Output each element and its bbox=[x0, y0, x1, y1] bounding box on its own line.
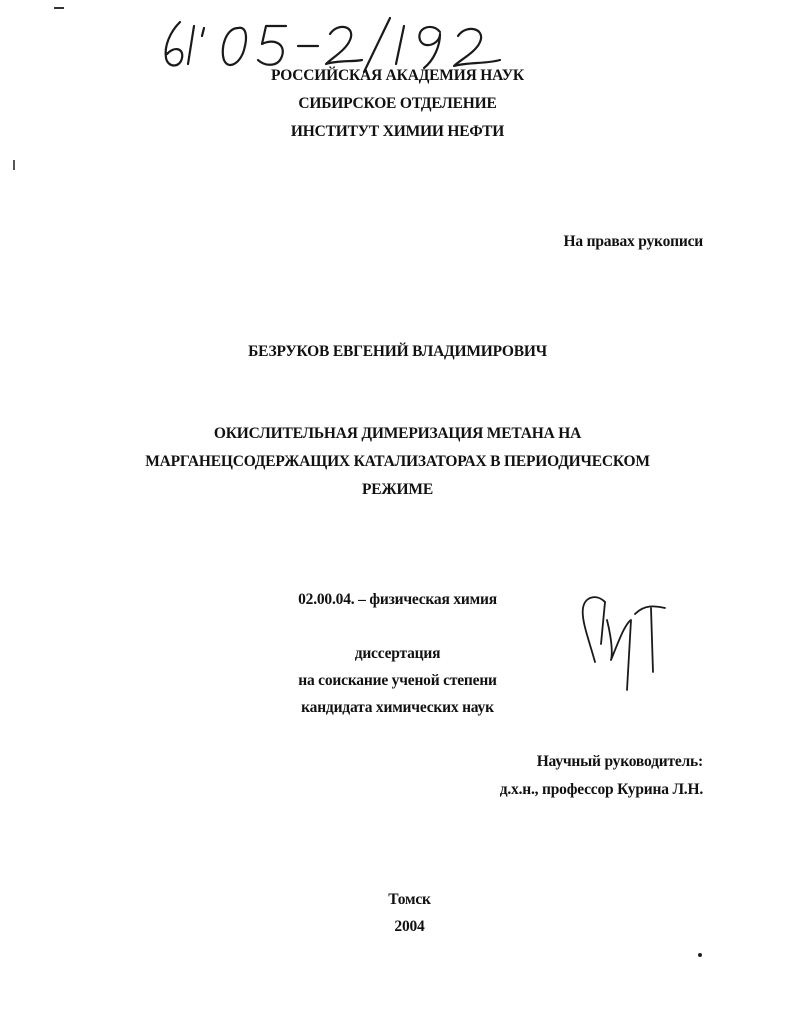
scan-mark bbox=[698, 953, 702, 957]
title-line-1: ОКИСЛИТЕЛЬНАЯ ДИМЕРИЗАЦИЯ МЕТАНА НА bbox=[213, 425, 582, 442]
institute-name: ИНСТИТУТ ХИМИИ НЕФТИ bbox=[290, 123, 505, 140]
supervisor-name: д.х.н., профессор Курина Л.Н. bbox=[499, 781, 703, 798]
degree-line-2: на соискание ученой степени bbox=[298, 672, 497, 689]
title-line-2: МАРГАНЕЦСОДЕРЖАЩИХ КАТАЛИЗАТОРАХ В ПЕРИОДИЧЕСКОМ bbox=[145, 453, 650, 470]
academy-name: РОССИЙСКАЯ АКАДЕМИЯ НАУК bbox=[271, 67, 524, 84]
degree-line-3: кандидата химических наук bbox=[301, 699, 494, 716]
handwritten-signature bbox=[575, 580, 675, 695]
author-name: БЕЗРУКОВ ЕВГЕНИЙ ВЛАДИМИРОВИЧ bbox=[248, 343, 547, 360]
scan-mark bbox=[13, 160, 15, 170]
degree-line-1: диссертация bbox=[354, 645, 441, 662]
supervisor-label: Научный руководитель: bbox=[536, 753, 703, 770]
title-line-3: РЕЖИМЕ bbox=[362, 481, 433, 498]
city: Томск bbox=[388, 891, 431, 908]
scan-mark bbox=[54, 7, 64, 9]
manuscript-note: На правах рукописи bbox=[563, 233, 703, 250]
branch-name: СИБИРСКОЕ ОТДЕЛЕНИЕ bbox=[298, 95, 497, 112]
year: 2004 bbox=[394, 918, 425, 935]
specialty: 02.00.04. – физическая химия bbox=[298, 591, 497, 608]
